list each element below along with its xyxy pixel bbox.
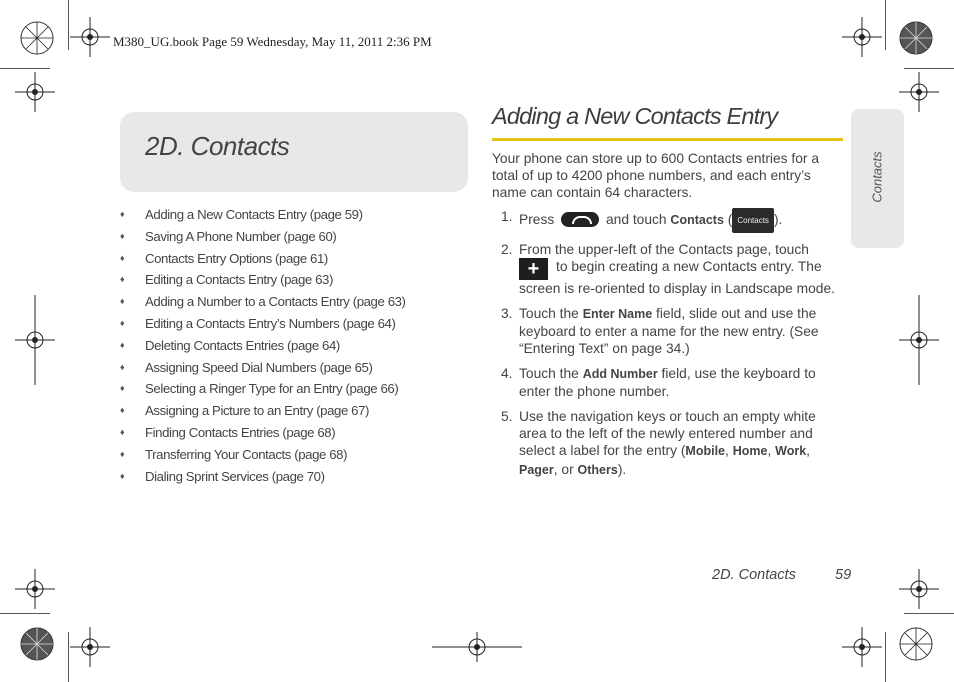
step-text: , (767, 443, 772, 459)
print-header: M380_UG.book Page 59 Wednesday, May 11, 2011 2:36 PM (113, 34, 432, 49)
step-text: to begin creating a new Contacts entry. The screen is re-oriented to display in Landscape mode. (519, 259, 835, 296)
toc-item-label: Editing a Contacts Entry (page 63) (145, 272, 333, 288)
diamond-bullet-icon: ♦ (120, 426, 125, 437)
step-3 (492, 305, 842, 358)
step-text: , (725, 443, 729, 459)
step-text: Use the navigation keys or touch an empty white area to the left of the newly entered number and select a label for the entry ( (519, 409, 816, 459)
diamond-bullet-icon: ♦ (120, 230, 125, 241)
toc-item[interactable] (120, 445, 480, 467)
step-text: ( (727, 212, 733, 227)
toc-item[interactable] (120, 249, 480, 271)
toc-item[interactable] (120, 270, 480, 292)
diamond-bullet-icon: ♦ (120, 361, 125, 372)
toc-item[interactable] (120, 379, 480, 401)
diamond-bullet-icon: ♦ (120, 209, 125, 219)
section-title: Adding a New Contacts Entry (492, 103, 778, 129)
toc-item-label: Transferring Your Contacts (page 68) (145, 446, 348, 462)
ui-term: Mobile (685, 444, 726, 459)
diamond-bullet-icon: ♦ (120, 296, 125, 307)
page-number: 59 (835, 567, 852, 583)
toc-item-label: Adding a New Contacts Entry (page 59) (145, 207, 363, 222)
step-text: , (806, 443, 810, 459)
diamond-bullet-icon: ♦ (120, 470, 125, 481)
toc-item-label: Dialing Sprint Services (page 70) (145, 468, 325, 484)
toc-item[interactable] (120, 423, 480, 445)
diamond-bullet-icon: ♦ (120, 383, 125, 394)
end-key-icon (561, 212, 599, 227)
contacts-button-icon: Contacts (732, 208, 774, 233)
step-number: 5. (501, 409, 513, 424)
chapter-toc (120, 205, 480, 488)
toc-item[interactable] (120, 292, 480, 314)
section-rule (492, 138, 843, 141)
ui-term: Work (775, 444, 807, 459)
footer-section: 2D. Contacts (712, 567, 796, 583)
toc-item-label: Deleting Contacts Entries (page 64) (145, 337, 340, 353)
step-5 (492, 408, 842, 479)
step-text: Touch the (519, 366, 579, 381)
step-text: field, use the keyboard to enter the phone number. (519, 366, 816, 400)
step-number: 4. (501, 366, 513, 381)
toc-item-label: Editing a Contacts Entry’s Numbers (page 64) (145, 315, 396, 331)
ui-term: Home (732, 444, 768, 459)
toc-item-label: Assigning Speed Dial Numbers (page 65) (145, 359, 373, 375)
toc-item[interactable] (120, 467, 480, 489)
toc-item[interactable] (120, 336, 480, 358)
step-text: field, slide out and use the keyboard to enter a name for the new entry. (See “Entering Text” on page 34.) (519, 305, 819, 357)
toc-item-label: Contacts Entry Options (page 61) (145, 250, 328, 266)
steps-list (492, 208, 842, 486)
toc-item-label: Adding a Number to a Contacts Entry (page 63) (145, 294, 406, 310)
step-number: 1. (501, 209, 513, 224)
ui-term: Add Number (582, 367, 658, 381)
step-number: 2. (501, 241, 513, 257)
diamond-bullet-icon: ♦ (120, 405, 125, 416)
ui-term: Contacts (670, 213, 724, 227)
diamond-bullet-icon: ♦ (120, 252, 125, 263)
ui-term: Enter Name (582, 306, 653, 321)
toc-item[interactable] (120, 358, 480, 380)
step-text: Touch the (519, 305, 579, 321)
step-2 (492, 241, 842, 297)
toc-item[interactable] (120, 314, 480, 336)
diamond-bullet-icon: ♦ (120, 339, 125, 350)
step-number: 3. (501, 305, 513, 321)
diamond-bullet-icon: ♦ (120, 274, 125, 285)
section-intro: Your phone can store up to 600 Contacts entries for a total of up to 4200 phone numbers, and each entry’s name can contain 64 characters. (492, 151, 819, 201)
step-4 (492, 365, 842, 400)
step-text: and touch (605, 212, 667, 227)
toc-item[interactable] (120, 401, 480, 423)
diamond-bullet-icon: ♦ (120, 317, 125, 328)
toc-item-label: Saving A Phone Number (page 60) (145, 228, 337, 244)
toc-item-label: Selecting a Ringer Type for an Entry (page 66) (145, 381, 399, 397)
step-text: , or (553, 461, 574, 477)
side-chapter-tab[interactable] (851, 109, 904, 248)
diamond-bullet-icon: ♦ (120, 448, 125, 459)
ui-term: Others (577, 462, 618, 477)
ui-term: Pager (519, 462, 554, 477)
step-1 (492, 208, 842, 233)
step-text: ). (773, 212, 783, 227)
chapter-title: 2D. Contacts (145, 131, 290, 161)
step-text: ). (617, 461, 627, 477)
toc-item-label: Assigning a Picture to an Entry (page 67) (145, 403, 370, 419)
step-text: Press (519, 212, 555, 227)
plus-icon: + (519, 258, 548, 280)
toc-item[interactable] (120, 205, 480, 227)
toc-item[interactable] (120, 227, 480, 249)
toc-item-label: Finding Contacts Entries (page 68) (145, 424, 336, 440)
side-tab-label: Contacts (869, 151, 885, 203)
step-text: From the upper-left of the Contacts page, touch (519, 241, 809, 257)
